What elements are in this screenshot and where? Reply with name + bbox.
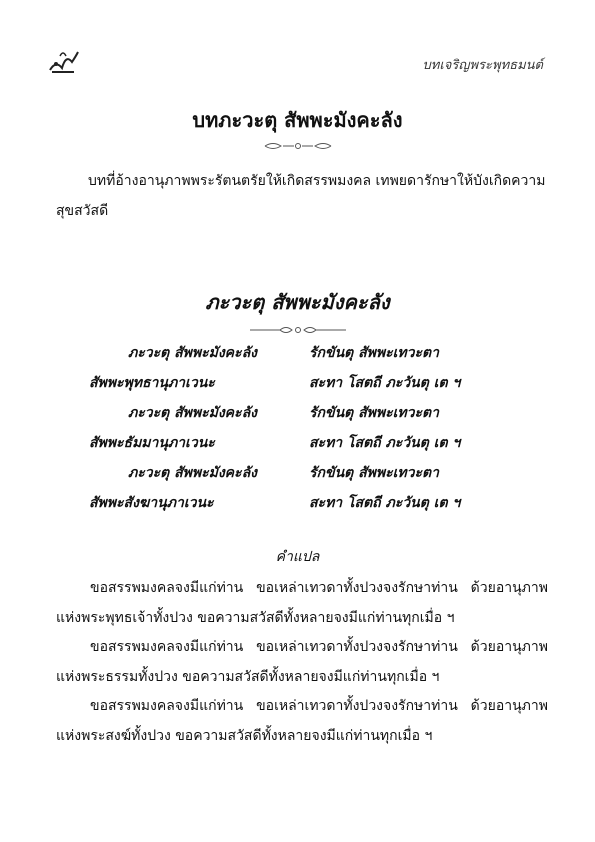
verse-left: สัพพะพุทธานุภาเวนะ: [89, 375, 215, 391]
verse-right: สะทา โสตถี ภะวันตุ เต ฯ: [309, 495, 461, 511]
verse-line: [0, 492, 595, 522]
translation-paragraph: ขอสรรพมงคลจงมีแก่ท่าน ขอเหล่าเทวดาทั้งปวงจงรักษาท่าน ด้วยอานุภาพแห่งพระธรรมทั้งปวง ขอความสวัสดีทั้งหลายจงมีแก่ท่านทุกเมื่อ ฯ: [56, 639, 548, 685]
running-title: บทเจริญพระพุทธมนต์: [422, 58, 543, 73]
temple-logo-icon: [46, 48, 80, 76]
divider-flourish-icon: [0, 136, 595, 155]
verse-line: [0, 462, 595, 492]
translation-paragraph: ขอสรรพมงคลจงมีแก่ท่าน ขอเหล่าเทวดาทั้งปวงจงรักษาท่าน ด้วยอานุภาพแห่งพระพุทธเจ้าทั้งปวง ขอความสวัสดีทั้งหลายจงมีแก่ท่านทุกเมื่อ ฯ: [56, 580, 548, 626]
verse-block: [0, 342, 595, 522]
verse-right: รักขันตุ สัพพะเทวะตา: [309, 345, 439, 361]
translation-block: [56, 574, 548, 751]
verse-left: ภะวะตุ สัพพะมังคะลัง: [128, 345, 257, 361]
verse-line: [0, 342, 595, 372]
verse-left: สัพพะสังฆานุภาเวนะ: [89, 495, 214, 511]
translation-paragraph: ขอสรรพมงคลจงมีแก่ท่าน ขอเหล่าเทวดาทั้งปวงจงรักษาท่าน ด้วยอานุภาพแห่งพระสงฆ์ทั้งปวง ขอความสวัสดีทั้งหลายจงมีแก่ท่านทุกเมื่อ ฯ: [56, 698, 548, 744]
page-title: บทภะวะตุ สัพพะมังคะลัง: [192, 108, 403, 132]
verse-line: [0, 432, 595, 462]
verse-left: ภะวะตุ สัพพะมังคะลัง: [128, 465, 257, 481]
verse-left: สัพพะธัมมานุภาเวนะ: [89, 435, 215, 451]
verse-line: [0, 402, 595, 432]
translation-heading: คำแปล: [275, 549, 320, 565]
verse-right: สะทา โสตถี ภะวันตุ เต ฯ: [309, 435, 461, 451]
verse-right: สะทา โสตถี ภะวันตุ เต ฯ: [309, 375, 461, 391]
verse-line: [0, 372, 595, 402]
intro-paragraph: [56, 166, 546, 226]
section-title: ภะวะตุ สัพพะมังคะลัง: [205, 290, 390, 314]
verse-left: ภะวะตุ สัพพะมังคะลัง: [128, 405, 257, 421]
verse-right: รักขันตุ สัพพะเทวะตา: [309, 465, 439, 481]
verse-right: รักขันตุ สัพพะเทวะตา: [309, 405, 439, 421]
divider-flourish-icon: [0, 320, 595, 339]
intro-text: บทที่อ้างอานุภาพพระรัตนตรัยให้เกิดสรรพมงคล เทพยดารักษาให้บังเกิดความสุขสวัสดี: [56, 173, 546, 219]
